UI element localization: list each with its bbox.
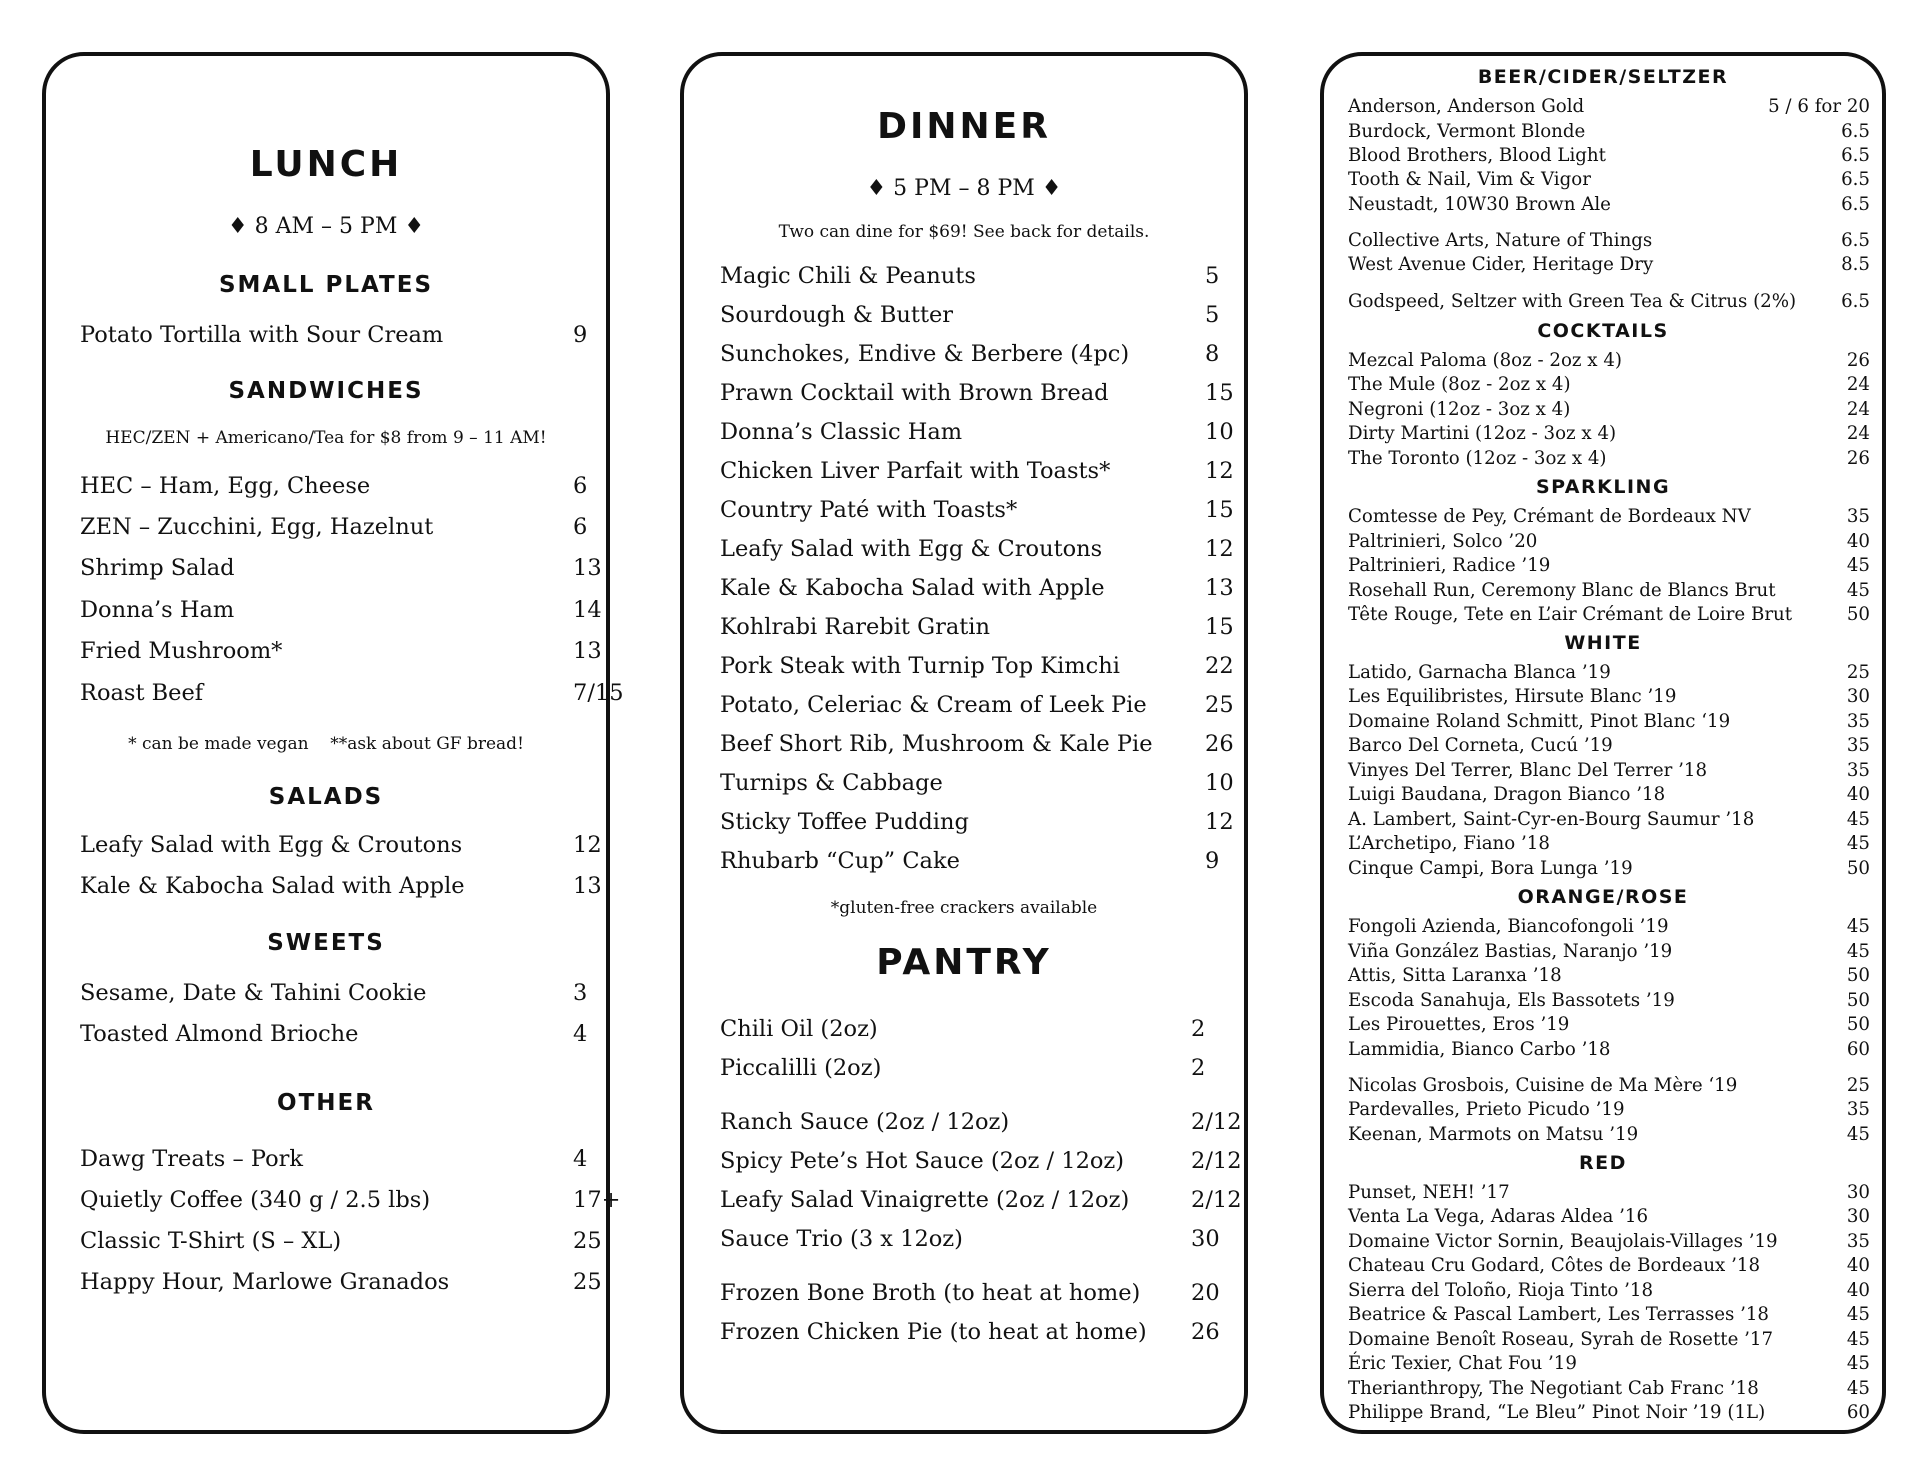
- beer-heading: BEER/CIDER/SELTZER: [1477, 66, 1729, 88]
- lunch-panel: LUNCH ♦ 8 AM – 5 PM ♦ SMALL PLATES Potato Tortilla with Sour Cream 9 SANDWICHES HEC/ZEN + Americano/Tea for $8 from 9 – 11 AM! HEC – Ham, Egg, Cheese 6 ZEN – Zucchini, Egg, Hazelnut 6 Shrimp Salad 13 Donna’s Ham 14 Fried Mushroom* 13 Roast Beef 7/15 * can be made vegan **ask about GF bread! SALADS Leafy Salad with Egg & Croutons 12 Kale & Kabocha Salad with Apple 13 SWEETS Sesame, Date & Tahini Cookie 3 Toasted Almond Brioche 4 OTHER Dawg Treats – Pork 4 Quietly Coffee (340 g / 2.5 lbs) 17+ Classic T-Shirt (S – XL) 25 Happy Hour, Marlowe Granados 25: [42, 52, 610, 1434]
- sandwiches-heading: SANDWICHES: [228, 378, 424, 404]
- red-heading: RED: [1579, 1152, 1627, 1174]
- salads-heading: SALADS: [268, 784, 384, 810]
- white-heading: WHITE: [1564, 632, 1642, 654]
- dinner-footnote: *gluten-free crackers available: [830, 898, 1098, 918]
- sandwiches-footnote: * can be made vegan **ask about GF bread!: [128, 734, 524, 754]
- pantry-title: PANTRY: [876, 942, 1052, 983]
- dinner-panel: DINNER ♦ 5 PM – 8 PM ♦ Two can dine for $69! See back for details. Magic Chili & Peanuts 5 Sourdough & Butter 5 Sunchokes, Endive & Berbere (4pc) 8 Prawn Cocktail with Brown Bread 15 Donna’s Classic Ham 10 Chicken Liver Parfait with Toasts* 12 Country Paté with Toasts* 15 Leafy Salad with Egg & Croutons 12 Kale & Kabocha Salad with Apple 13 Kohlrabi Rarebit Gratin 15 Pork Steak with Turnip Top Kimchi 22 Potato, Celeriac & Cream of Leek Pie 25 Beef Short Rib, Mushroom & Kale Pie 26 Turnips & Cabbage 10 Sticky Toffee Pudding 12 Rhubarb “Cup” Cake 9 *gluten-free crackers available PANTRY Chili Oil (2oz) 2 Piccalilli (2oz) 2 Ranch Sauce (2oz / 12oz) 2/12 Spicy Pete’s Hot Sauce (2oz / 12oz) 2/12 Leafy Salad Vinaigrette (2oz / 12oz) 2/12 Sauce Trio (3 x 12oz) 30 Frozen Bone Broth (to heat at home) 20 Frozen Chicken Pie (to heat at home) 26: [680, 52, 1248, 1434]
- dinner-title: DINNER: [877, 106, 1051, 147]
- cocktails-heading: COCKTAILS: [1537, 320, 1669, 342]
- dinner-hours: ♦ 5 PM – 8 PM ♦: [866, 176, 1062, 201]
- other-heading: OTHER: [277, 1090, 375, 1116]
- sparkling-heading: SPARKLING: [1535, 476, 1671, 498]
- small-plates-heading: SMALL PLATES: [218, 272, 434, 298]
- sweets-heading: SWEETS: [267, 930, 385, 956]
- drinks-panel: BEER/CIDER/SELTZER Anderson, Anderson Gold 5 / 6 for 20 Burdock, Vermont Blonde 6.5 Blood Brothers, Blood Light 6.5 Tooth & Nail, Vim & Vigor 6.5 Neustadt, 10W30 Brown Ale 6.5 Collective Arts, Nature of Things 6.5 West Avenue Cider, Heritage Dry 8.5 Godspeed, Seltzer with Green Tea & Citrus (2%) 6.5 COCKTAILS Mezcal Paloma (8oz - 2oz x 4) 26 The Mule (8oz - 2oz x 4) 24 Negroni (12oz - 3oz x 4) 24 Dirty Martini (12oz - 3oz x 4) 24 The Toronto (12oz - 3oz x 4) 26 SPARKLING Comtesse de Pey, Crémant de Bordeaux NV 35 Paltrinieri, Solco ’20 40 Paltrinieri, Radice ’19 45 Rosehall Run, Ceremony Blanc de Blancs Brut 45 Tête Rouge, Tete en L’air Crémant de Loire Brut 50 WHITE Latido, Garnacha Blanca ’19 25 Les Equilibristes, Hirsute Blanc ’19 30 Domaine Roland Schmitt, Pinot Blanc ‘19 35 Barco Del Corneta, Cucú ’19 35 Vinyes Del Terrer, Blanc Del Terrer ’18 35 Luigi Baudana, Dragon Bianco ’18 40 A. Lambert, Saint-Cyr-en-Bourg Saumur ’18 45 L’Archetipo, Fiano ’18 45 Cinque Campi, Bora Lunga ’19 50 ORANGE/ROSE Fongoli Azienda, Biancofongoli ’19 45 Viña González Bastias, Naranjo ’19 45 Attis, Sitta Laranxa ’18 50 Escoda Sanahuja, Els Bassotets ’19 50 Les Pirouettes, Eros ’19 50 Lammidia, Bianco Carbo ’18 60 Nicolas Grosbois, Cuisine de Ma Mère ‘19 25 Pardevalles, Prieto Picudo ’19 35 Keenan, Marmots on Matsu ’19 45 RED Punset, NEH! ’17 30 Venta La Vega, Adaras Aldea ’16 30 Domaine Victor Sornin, Beaujolais-Villages ’19 35 Chateau Cru Godard, Côtes de Bordeaux ’18 40 Sierra del Toloño, Rioja Tinto ’18 40 Beatrice & Pascal Lambert, Les Terrasses ’18 45 Domaine Benoît Roseau, Syrah de Rosette ’17 45 Éric Texier, Chat Fou ’19 45 Therianthropy, The Negotiant Cab Franc ’18 45 Philippe Brand, “Le Bleu” Pinot Noir ’19 (1L) 60: [1320, 52, 1886, 1434]
- dinner-note: Two can dine for $69! See back for details.: [778, 222, 1150, 242]
- orange-rose-heading: ORANGE/ROSE: [1517, 886, 1689, 908]
- lunch-hours: ♦ 8 AM – 5 PM ♦: [227, 214, 425, 239]
- sandwiches-note: HEC/ZEN + Americano/Tea for $8 from 9 – 11 AM!: [105, 428, 547, 448]
- lunch-title: LUNCH: [249, 144, 403, 185]
